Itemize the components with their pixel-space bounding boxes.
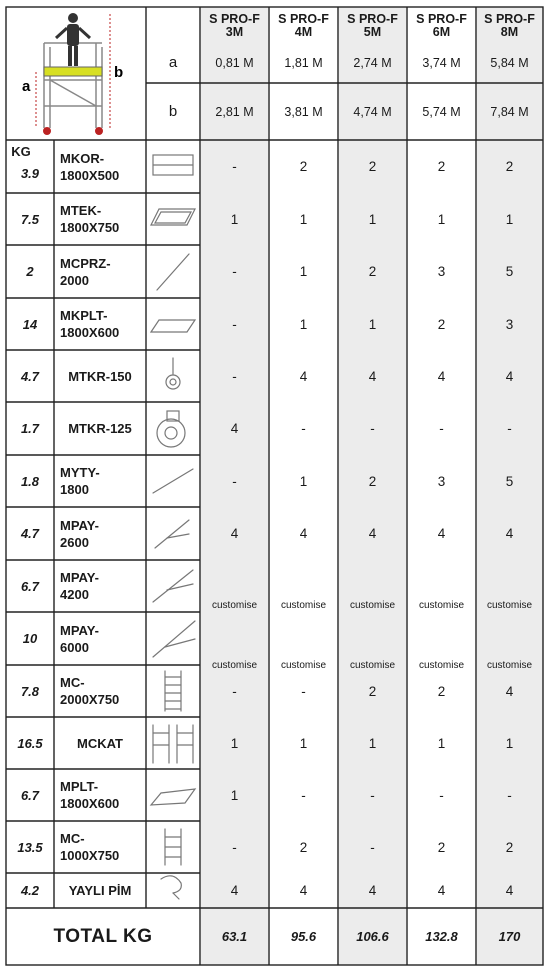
- quantity-cell: 2: [368, 473, 377, 489]
- part-code: MKOR- 1800X500: [60, 150, 120, 183]
- dim-value: 1,81 M: [284, 55, 323, 70]
- quantity-cell: 4: [505, 526, 514, 541]
- quantity-cell: -: [301, 421, 306, 436]
- quantity-cell: -: [232, 839, 237, 855]
- quantity-cell: 1: [505, 211, 514, 227]
- folding-frame-icon: [146, 717, 200, 769]
- part-code: MC- 2000X750: [60, 675, 120, 707]
- dim-value: 0,81 M: [215, 55, 254, 70]
- quantity-cell: -: [439, 421, 444, 436]
- outrigger-xl-icon: [146, 612, 200, 665]
- kg-value: 14: [22, 316, 38, 332]
- quantity-cell: 1: [437, 735, 446, 751]
- kg-value: 1.7: [20, 421, 40, 436]
- quantity-cell: 4: [437, 526, 446, 541]
- quantity-cell: 2: [437, 159, 446, 174]
- frame-icon: [146, 140, 200, 193]
- part-code: MTKR-150: [68, 368, 132, 384]
- dim-value: 5,84 M: [490, 55, 529, 70]
- quantity-cell: 2: [437, 839, 446, 855]
- column-header: S PRO-F 6M: [416, 12, 467, 39]
- quantity-cell: 4: [368, 368, 377, 384]
- total-value: 132.8: [425, 929, 458, 944]
- part-code: MCPRZ- 2000: [60, 255, 111, 288]
- quantity-cell: 2: [437, 316, 446, 332]
- quantity-cell: 2: [368, 159, 377, 174]
- quantity-cell: -: [232, 159, 237, 174]
- quantity-cell: 1: [368, 316, 377, 332]
- caster-icon: [146, 350, 200, 402]
- quantity-cell: 2: [505, 159, 514, 174]
- dim-value: 2,81 M: [215, 104, 254, 119]
- part-code: MYTY- 1800: [60, 465, 100, 497]
- customise-label: customise: [211, 599, 257, 611]
- quantity-cell: 2: [368, 264, 377, 279]
- quantity-cell: -: [370, 787, 375, 803]
- total-value: 63.1: [221, 929, 248, 944]
- quantity-cell: 1: [230, 211, 239, 227]
- scaffold-illustration: [10, 10, 142, 137]
- quantity-cell: 4: [230, 526, 239, 541]
- quantity-cell: 4: [505, 368, 514, 384]
- quantity-cell: 2: [299, 839, 308, 855]
- column-header: S PRO-F 8M: [484, 12, 535, 39]
- quantity-cell: 3: [437, 264, 446, 279]
- outrigger-large-icon: [146, 560, 200, 612]
- quantity-cell: 2: [505, 839, 514, 855]
- quantity-cell: 1: [368, 211, 377, 227]
- quantity-cell: 5: [505, 264, 514, 279]
- quantity-cell: 4: [299, 883, 308, 898]
- dim-value: 3,74 M: [422, 55, 461, 70]
- kg-value: 3.9: [20, 166, 40, 181]
- quantity-cell: 4: [299, 526, 308, 541]
- quantity-cell: 3: [437, 473, 446, 489]
- short-frame-icon: [146, 821, 200, 873]
- outrigger-icon: [146, 507, 200, 560]
- quantity-cell: 1: [230, 735, 239, 751]
- customise-label: customise: [280, 659, 326, 671]
- wheel-icon: [146, 402, 200, 455]
- column-header: S PRO-F 5M: [347, 12, 398, 39]
- kg-value: 6.7: [20, 578, 40, 594]
- dim-value: 2,74 M: [353, 55, 392, 70]
- part-code: MTKR-125: [68, 421, 132, 436]
- quantity-cell: 1: [505, 735, 514, 751]
- part-code: YAYLI PİM: [68, 883, 132, 898]
- quantity-cell: -: [507, 787, 512, 803]
- part-code: MKPLT- 1800X600: [60, 308, 120, 340]
- a-dimension-label: a: [22, 78, 31, 95]
- quantity-cell: 2: [437, 683, 446, 699]
- horizontal-brace-icon: [146, 455, 200, 507]
- quantity-cell: 4: [230, 421, 239, 436]
- total-kg-label: TOTAL KG: [53, 925, 153, 947]
- quantity-cell: 4: [437, 368, 446, 384]
- quantity-cell: 4: [299, 368, 308, 384]
- customise-label: customise: [486, 659, 532, 671]
- dim-value: 7,84 M: [490, 104, 529, 119]
- kg-value: 1.8: [20, 473, 40, 489]
- quantity-cell: 1: [299, 473, 308, 489]
- dim-label-b: b: [168, 103, 178, 120]
- platform-highlight: [44, 67, 102, 76]
- quantity-cell: 4: [368, 526, 377, 541]
- kg-header: KG: [11, 143, 31, 159]
- quantity-cell: 3: [505, 316, 514, 332]
- total-value: 106.6: [356, 929, 389, 944]
- part-code: MPAY- 2600: [60, 517, 100, 550]
- quantity-cell: 1: [230, 787, 239, 803]
- kg-value: 4.7: [20, 526, 40, 541]
- worker-icon: [56, 13, 90, 66]
- kg-value: 6.7: [20, 787, 40, 803]
- column-header: S PRO-F 3M: [209, 12, 260, 39]
- customise-label: customise: [418, 659, 464, 671]
- quantity-cell: -: [507, 421, 512, 436]
- quantity-cell: 4: [505, 883, 514, 898]
- part-code: MPLT- 1800X600: [60, 779, 120, 811]
- quantity-cell: -: [301, 787, 306, 803]
- kg-value: 4.2: [20, 883, 40, 898]
- quantity-cell: 4: [368, 883, 377, 898]
- customise-label: customise: [280, 599, 326, 611]
- dim-value: 5,74 M: [422, 104, 461, 119]
- plank-icon: [146, 769, 200, 821]
- customise-label: customise: [349, 659, 395, 671]
- spring-pin-icon: [146, 873, 200, 908]
- customise-label: customise: [486, 599, 532, 611]
- column-header: S PRO-F 4M: [278, 12, 329, 39]
- dim-value: 4,74 M: [353, 104, 392, 119]
- quantity-cell: 4: [230, 883, 239, 898]
- quantity-cell: 5: [505, 473, 514, 489]
- kg-value: 4.7: [20, 368, 40, 384]
- kg-value: 13.5: [17, 839, 43, 855]
- quantity-cell: 1: [299, 735, 308, 751]
- quantity-cell: 1: [299, 264, 308, 279]
- b-dimension-label: b: [114, 64, 124, 81]
- quantity-cell: 1: [299, 316, 308, 332]
- quantity-cell: 4: [505, 683, 514, 699]
- quantity-cell: -: [232, 683, 237, 699]
- part-code: MPAY- 6000: [60, 622, 100, 655]
- quantity-cell: -: [439, 787, 444, 803]
- dim-value: 3,81 M: [284, 104, 323, 119]
- kg-value: 16.5: [17, 735, 43, 751]
- quantity-cell: 2: [368, 683, 377, 699]
- quantity-cell: -: [232, 368, 237, 384]
- deck-icon: [146, 298, 200, 350]
- kg-value: 7.8: [20, 683, 40, 699]
- kg-value: 10: [22, 631, 38, 646]
- total-value: 95.6: [290, 929, 317, 944]
- customise-label: customise: [349, 599, 395, 611]
- kg-value: 2: [26, 264, 34, 279]
- quantity-cell: -: [232, 264, 237, 279]
- quantity-cell: 4: [437, 883, 446, 898]
- quantity-cell: -: [232, 473, 237, 489]
- dim-label-a: a: [168, 54, 178, 71]
- part-code: MC- 1000X750: [60, 831, 120, 863]
- customise-label: customise: [211, 659, 257, 671]
- ladder-frame-icon: [146, 665, 200, 717]
- customise-label: customise: [418, 599, 464, 611]
- part-code: MCKAT: [77, 735, 123, 751]
- quantity-cell: 1: [368, 735, 377, 751]
- scaffold-icon: [44, 43, 102, 128]
- quantity-cell: -: [232, 316, 237, 332]
- platform-frame-icon: [146, 193, 200, 245]
- quantity-cell: 2: [299, 159, 308, 174]
- part-code: MPAY- 4200: [60, 570, 100, 602]
- quantity-cell: 1: [437, 211, 446, 227]
- diagonal-brace-icon: [146, 245, 200, 298]
- total-value: 170: [498, 929, 521, 944]
- quantity-cell: -: [370, 839, 375, 855]
- quantity-cell: -: [370, 421, 375, 436]
- quantity-cell: -: [301, 683, 306, 699]
- part-code: MTEK- 1800X750: [60, 203, 120, 235]
- quantity-cell: 1: [299, 211, 308, 227]
- kg-value: 7.5: [20, 211, 40, 227]
